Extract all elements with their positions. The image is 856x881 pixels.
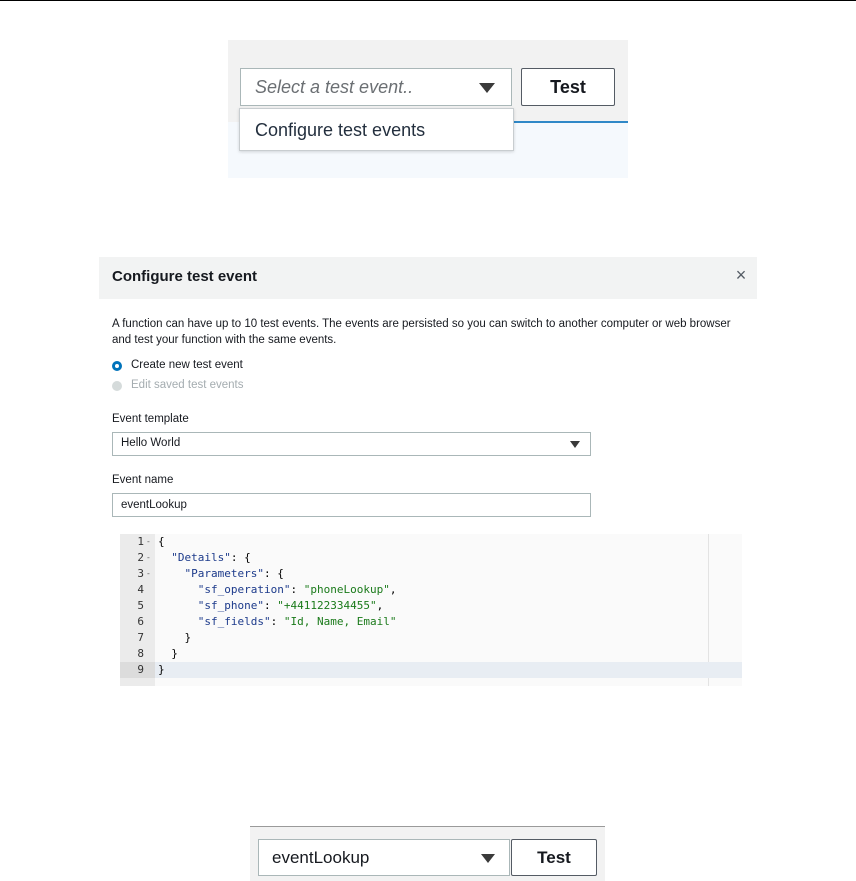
event-name-label: Event name	[112, 474, 174, 486]
top-divider	[0, 0, 856, 1]
code-line	[120, 646, 742, 662]
line-number: 4	[137, 583, 144, 596]
code-line	[120, 550, 742, 566]
line-number: 2	[137, 551, 144, 564]
line-number: 3	[137, 567, 144, 580]
test-event-toolbar-selected	[250, 826, 605, 881]
dialog-header	[99, 257, 757, 299]
chevron-down-icon	[570, 441, 580, 448]
radio-edit-label: Edit saved test events	[131, 379, 244, 391]
test-event-select-value: eventLookup	[272, 848, 370, 867]
chevron-down-icon	[479, 83, 495, 93]
radio-selected-icon[interactable]	[112, 361, 122, 371]
event-name-input[interactable]	[112, 493, 591, 517]
event-template-select[interactable]	[112, 432, 591, 456]
code-text: "Details": {	[171, 551, 251, 564]
chevron-down-icon	[481, 854, 495, 863]
fold-toggle-icon[interactable]: -	[146, 569, 151, 578]
dialog-description: A function can have up to 10 test events. The events are persisted so you can switch to another computer or web browser and test your function with the same events.	[112, 318, 731, 346]
code-text: "sf_operation": "phoneLookup",	[197, 583, 397, 596]
configure-test-events-option[interactable]: Configure test events	[255, 120, 426, 140]
test-event-dropdown-menu	[239, 108, 514, 151]
radio-disabled-icon	[112, 381, 122, 391]
line-number: 8	[137, 647, 144, 660]
code-line	[120, 582, 742, 598]
test-button[interactable]: Test	[511, 839, 597, 876]
test-event-select[interactable]	[240, 68, 512, 106]
event-template-label: Event template	[112, 413, 189, 425]
toolbar-top-border	[250, 826, 605, 827]
test-event-toolbar-open	[228, 40, 628, 178]
code-line	[120, 566, 742, 582]
active-underline	[512, 121, 628, 123]
line-number: 7	[137, 631, 144, 644]
code-text: }	[184, 631, 192, 644]
code-text: "sf_phone": "+441122334455",	[197, 599, 384, 612]
code-text: }	[158, 663, 165, 676]
test-button[interactable]: Test	[521, 68, 615, 106]
line-number: 5	[137, 599, 144, 612]
line-number: 1	[137, 535, 144, 548]
configure-test-event-dialog	[99, 257, 757, 687]
test-event-select-placeholder: Select a test event..	[255, 77, 414, 97]
event-json-editor[interactable]	[120, 534, 742, 686]
fold-toggle-icon[interactable]: -	[146, 553, 151, 562]
dialog-title: Configure test event	[112, 268, 258, 285]
line-number: 9	[120, 662, 155, 678]
close-icon[interactable]: ×	[735, 265, 747, 285]
code-line	[120, 598, 742, 614]
code-line	[120, 534, 742, 550]
code-text: "sf_fields": "Id, Name, Email"	[197, 615, 397, 628]
code-text: {	[158, 535, 165, 548]
code-line	[120, 614, 742, 630]
code-line	[120, 630, 742, 646]
test-event-select[interactable]	[258, 839, 510, 876]
code-text: "Parameters": {	[184, 567, 284, 580]
code-line-active	[120, 662, 742, 678]
event-template-value: Hello World	[121, 437, 181, 449]
fold-toggle-icon[interactable]: -	[146, 537, 151, 546]
code-text: }	[171, 647, 178, 660]
line-number: 6	[137, 615, 144, 628]
radio-create-label: Create new test event	[131, 359, 243, 371]
